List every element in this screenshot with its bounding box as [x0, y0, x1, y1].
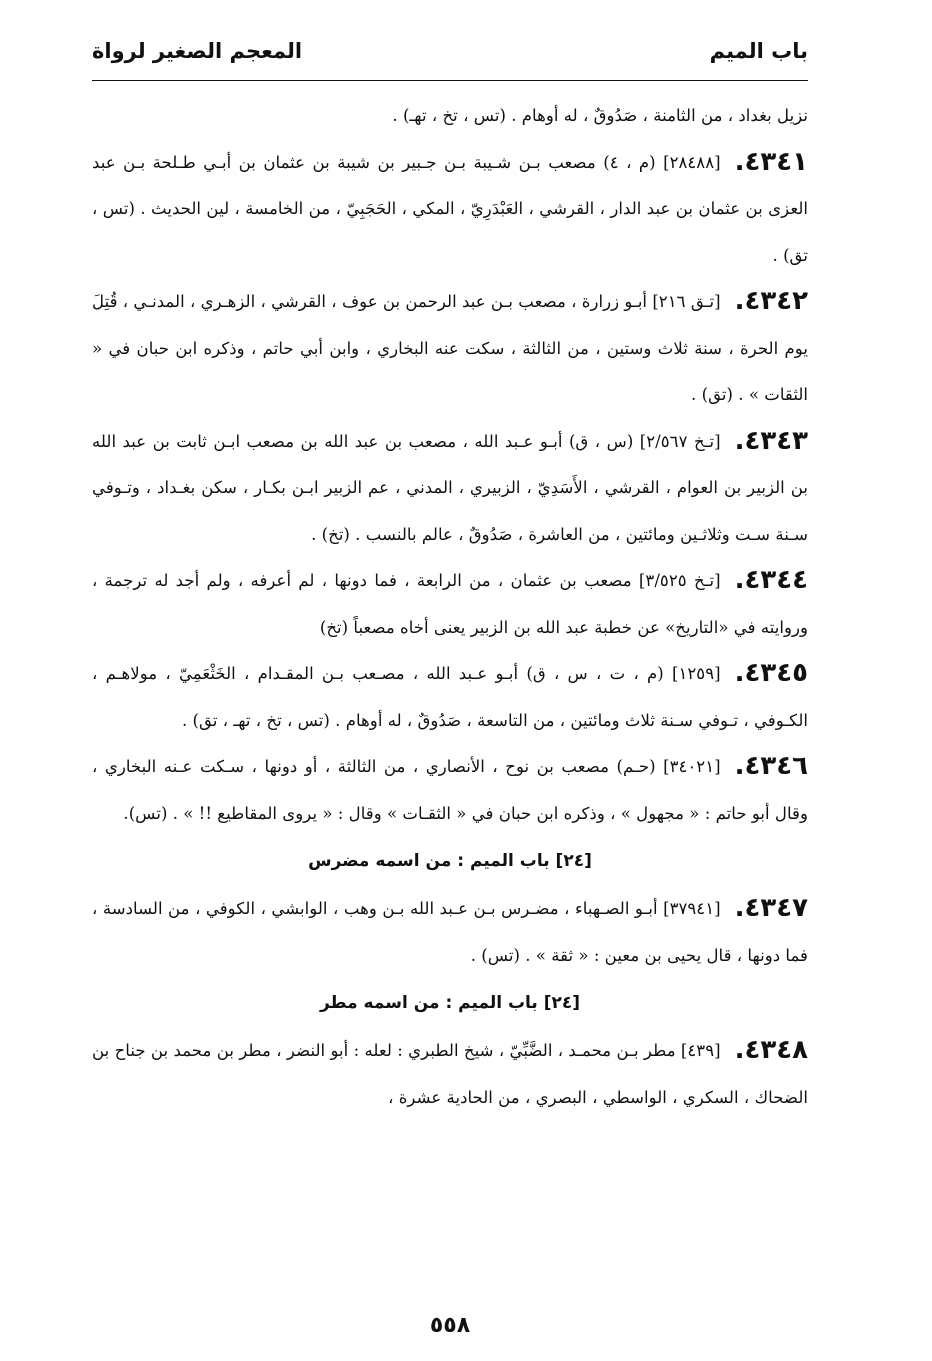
entry-number: ٤٣٤١.	[734, 146, 808, 177]
page-body	[92, 93, 808, 1121]
running-header	[92, 28, 808, 74]
entry-number: ٤٣٤٧.	[734, 893, 808, 923]
entry-text: [١٢٥٩] (م ، ت ، س ، ق) أبـو عـبد الله ، مصـعب بـن المقـدام ، الخَثْعَمِيّ ، مولاهـم ، الكـوفي ، تـوفي سـنة ثلاث ومائتين ، من التاسعة ، صَدُوقٌ ، له أوهام . (تس ، تخ ، تهـ ، تق) .	[92, 664, 808, 730]
entry-4348	[92, 1028, 808, 1121]
section-heading-matar: [٢٤] باب الميم : من اسمه مطر	[319, 993, 581, 1013]
entry-text: [تـخ ٢/٥٦٧] (س ، ق) أبـو عـبد الله ، مصعب بن عبد الله بن مصعب ابـن ثابت بن عبد الله بن الزبير بن العوام ، القرشي ، الأَسَدِيّ ، الزبيري ، المدني ، عم الزبير ابـن بكـار ، سكن بغـداد ، وتـوفي سـنة سـت وثلاثـين ومائتين ، من العاشرة ، صَدُوقٌ ، عالم بالنسب . (تخ) .	[92, 431, 808, 544]
entry-4341	[92, 140, 808, 280]
entry-text: [تـق ٢١٦] أبـو زرارة ، مصعب بـن عبد الرحمن بن عوف ، القرشي ، الزهـري ، المدنـي ، قُتِلَ يوم الحرة ، سنة ثلاث وستين ، من الثالثة ، سكت عنه البخاري ، وابن أبي حاتم ، وذكره ابن حبان في « الثقات » . (تق) .	[92, 292, 808, 404]
entry-text: [٣٧٩٤١] أبـو الصـهباء ، مضـرس بـن عـبد الله بـن وهب ، الوابشي ، الكوفي ، من السادسة ، فما دونها ، قال يحيى بن معين : « ثقة » . (تس) .	[92, 899, 808, 965]
entry-text: [٤٣٩] مطر بـن محمـد ، الضَّبِّيّ ، شيخ الطبري : لعله : أبو النضر ، مطر بن محمد بن جناح بن الضحاك ، السكري ، الواسطي ، البصري ، من الحادية عشرة ،	[92, 1041, 808, 1107]
section-heading-mudarris: [٢٤] باب الميم : من اسمه مضرس	[308, 851, 592, 871]
entry-4343	[92, 419, 808, 559]
entry-number: ٤٣٤٢.	[734, 286, 808, 316]
entry-text: [تـخ ٣/٥٢٥] مصعب بن عثمان ، من الرابعة ، فما دونها ، لم أعرفه ، ولم أجد له ترجمة ، وروايته في «التاريخ» عن خطبة عبد الله بن الزبير يعنى أخاه مصعباً (تخ)	[92, 571, 808, 637]
entry-number: ٤٣٤٨.	[734, 1035, 808, 1065]
entry-number: ٤٣٤٣.	[734, 425, 808, 456]
entry-4344	[92, 558, 808, 651]
entry-number: ٤٣٤٥.	[734, 658, 808, 688]
continuation-paragraph: نزيل بغداد ، من الثامنة ، صَدُوقٌ ، له أوهام . (تس ، تخ ، تهـ) .	[392, 106, 808, 125]
document-page	[92, 28, 808, 1338]
header-chapter-title: باب الميم	[709, 39, 808, 63]
entry-text: [٢٨٤٨٨] (م ، ٤) مصعب بـن شـيبة بـن جـبير بن شيبة بن عثمان بن أبـي طـلحة بـن عبد العزى بن عثمان بن عبد الدار ، القرشي ، العَبْدَرِيّ ، المكي ، الحَجَبِيّ ، من الخامسة ، لين الحديث . (تس ، تق) .	[92, 152, 808, 265]
entry-number: ٤٣٤٦.	[734, 751, 808, 781]
entry-4346	[92, 744, 808, 837]
entry-number: ٤٣٤٤.	[734, 565, 808, 595]
entry-4345	[92, 651, 808, 744]
entry-text: [٣٤٠٢١] (حـم) مصعب بن نوح ، الأنصاري ، من الثالثة ، أو دونها ، سـكت عـنه البخاري ، وقال أبو حاتم : « مجهول » ، وذكره ابن حبان في « الثقـات » وقال : « يروى المقاطيع !! » . (تس).	[92, 757, 808, 823]
header-book-title: المعجم الصغير لرواة	[92, 39, 303, 63]
header-rule	[92, 80, 808, 81]
page-number: ٥٥٨	[429, 1313, 471, 1338]
entry-4347	[92, 886, 808, 979]
entry-4342	[92, 279, 808, 419]
